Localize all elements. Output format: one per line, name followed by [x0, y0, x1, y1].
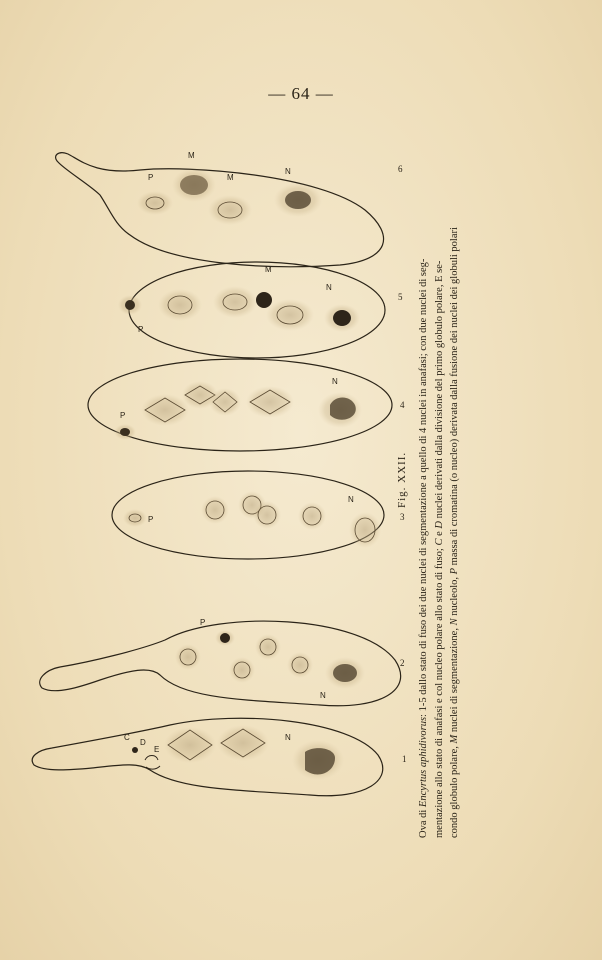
nucleus-n [333, 310, 351, 326]
egg-number-1: 1 [402, 754, 407, 764]
nucleus-m [256, 292, 272, 308]
label-d: D [140, 738, 146, 747]
label-p: P [148, 515, 154, 524]
figure-plate [20, 140, 420, 840]
label-p: P [120, 411, 126, 420]
egg-number-4: 4 [400, 400, 405, 410]
egg-number-5: 5 [398, 292, 403, 302]
figure-caption [416, 138, 463, 838]
egg-3 [112, 471, 405, 559]
egg-number-3: 3 [400, 512, 405, 522]
label-p: P [148, 173, 154, 182]
page-number: — 64 — [268, 84, 334, 103]
label-n: N [285, 167, 291, 176]
label-p: P [138, 325, 144, 334]
label-n: N [285, 733, 291, 742]
egg-number-6: 6 [398, 164, 403, 174]
label-n: N [320, 691, 326, 700]
egg-4 [88, 359, 405, 451]
egg-1 [32, 718, 406, 796]
caption-line: Ova di Encyrtus aphidivorus: 1-5 dallo stato di fuso dei due nuclei di segmentazione a quello di 4 nuclei in anafasi; con due nuclei di seg- [418, 258, 429, 838]
label-n: N [348, 495, 354, 504]
label-m: M [227, 173, 234, 182]
label-p: P [200, 618, 206, 627]
egg-6 [56, 151, 403, 267]
nucleus-p [120, 428, 130, 436]
label-m: M [265, 265, 272, 274]
caption-line: condo globulo polare, M nuclei di segmentazione, N nucleolo, P massa di cromatina (o nucleo) derivata dalla fusione dei nuclei dei globuli polari [449, 227, 460, 838]
nucleus-p [220, 633, 230, 643]
nucleus-p [137, 191, 173, 215]
body-c [132, 747, 138, 753]
figure-label: Fig. XXII. [396, 451, 408, 508]
nucleus-m [208, 195, 252, 225]
caption-line: mentazione allo stato di anafasi e col nucleo polare allo stato di fuso; C e D nuclei derivati dalla divisione del primo globulo polare, E se- [433, 260, 445, 838]
label-n: N [332, 377, 338, 386]
figure-xxii-drawing [20, 140, 420, 840]
egg-5 [118, 262, 403, 358]
label-c: C [124, 733, 130, 742]
egg-2 [40, 618, 405, 706]
nucleus-p [125, 300, 135, 310]
label-e: E [154, 745, 160, 754]
label-n: N [326, 283, 332, 292]
label-m: M [188, 151, 195, 160]
nucleus-n [333, 664, 357, 682]
egg-number-2: 2 [400, 658, 405, 668]
